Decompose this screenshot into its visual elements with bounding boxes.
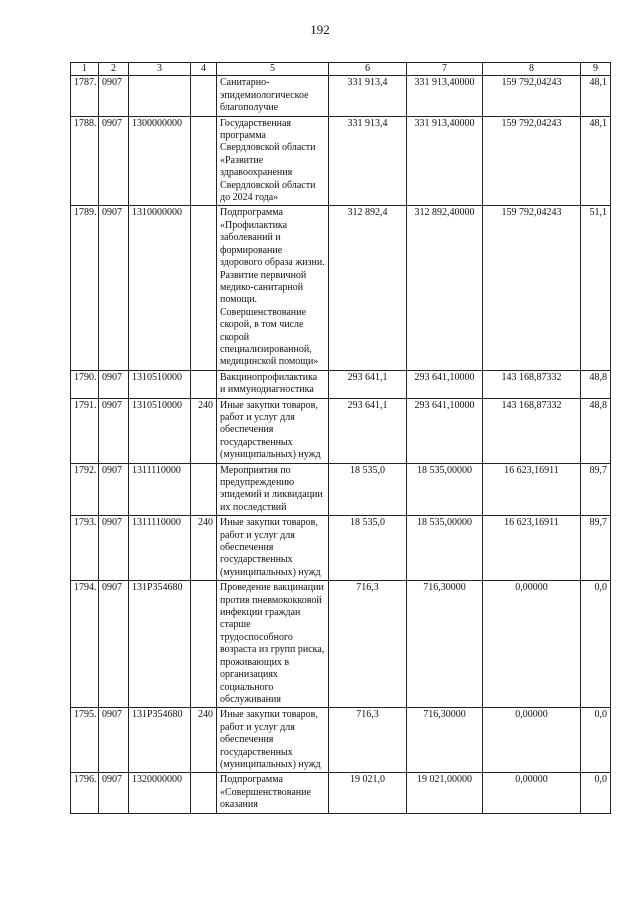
expense-type-code: 240 — [191, 708, 217, 773]
target-article-code: 131P354680 — [129, 708, 191, 773]
expense-type-code — [191, 463, 217, 516]
row-number: 1796. — [71, 773, 99, 813]
column-header: 1 — [71, 63, 99, 76]
expense-type-code — [191, 206, 217, 370]
section-code: 0907 — [99, 398, 129, 463]
row-number: 1790. — [71, 370, 99, 398]
item-name: Вакцинопрофилактика и иммунодиагностика — [217, 370, 329, 398]
row-number: 1795. — [71, 708, 99, 773]
budget-table — [70, 62, 611, 814]
table-row — [71, 398, 611, 463]
column-header: 8 — [483, 63, 581, 76]
item-name: Проведение вакцинации против пневмококковой инфекции граждан старше трудоспособного возраста из групп риска, проживающих в организациях социального обслуживания — [217, 581, 329, 708]
executed-amount: 16 623,16911 — [483, 516, 581, 581]
table-row — [71, 206, 611, 370]
executed-amount: 143 168,87332 — [483, 370, 581, 398]
item-name: Государственная программа Свердловской области «Развитие здравоохранения Свердловской области до 2024 года» — [217, 116, 329, 206]
target-article-code: 1311110000 — [129, 463, 191, 516]
column-header: 9 — [581, 63, 611, 76]
expense-type-code — [191, 116, 217, 206]
target-article-code: 131P354680 — [129, 581, 191, 708]
executed-amount: 159 792,04243 — [483, 116, 581, 206]
table-row — [71, 773, 611, 813]
expense-type-code — [191, 773, 217, 813]
table-row — [71, 581, 611, 708]
planned-amount: 293 641,1 — [329, 398, 407, 463]
table-row — [71, 516, 611, 581]
table-row — [71, 463, 611, 516]
page-number: 192 — [310, 22, 330, 37]
target-article-code: 1320000000 — [129, 773, 191, 813]
clarified-amount: 716,30000 — [407, 581, 483, 708]
clarified-amount: 716,30000 — [407, 708, 483, 773]
executed-amount: 0,00000 — [483, 581, 581, 708]
expense-type-code: 240 — [191, 516, 217, 581]
executed-amount: 159 792,04243 — [483, 206, 581, 370]
target-article-code: 1310000000 — [129, 206, 191, 370]
target-article-code: 1310510000 — [129, 398, 191, 463]
planned-amount: 293 641,1 — [329, 370, 407, 398]
execution-percent: 51,1 — [581, 206, 611, 370]
table-row — [71, 116, 611, 206]
row-number: 1791. — [71, 398, 99, 463]
section-code: 0907 — [99, 581, 129, 708]
clarified-amount: 331 913,40000 — [407, 116, 483, 206]
item-name: Иные закупки товаров, работ и услуг для обеспечения государственных (муниципальных) нужд — [217, 516, 329, 581]
section-code: 0907 — [99, 370, 129, 398]
row-number: 1794. — [71, 581, 99, 708]
item-name: Иные закупки товаров, работ и услуг для обеспечения государственных (муниципальных) нужд — [217, 398, 329, 463]
execution-percent: 0,0 — [581, 581, 611, 708]
table-row — [71, 76, 611, 116]
item-name: Иные закупки товаров, работ и услуг для обеспечения государственных (муниципальных) нужд — [217, 708, 329, 773]
section-code: 0907 — [99, 463, 129, 516]
column-header: 7 — [407, 63, 483, 76]
executed-amount: 159 792,04243 — [483, 76, 581, 116]
planned-amount: 18 535,0 — [329, 516, 407, 581]
item-name: Подпрограмма «Совершенствование оказания — [217, 773, 329, 813]
target-article-code: 1311110000 — [129, 516, 191, 581]
row-number: 1789. — [71, 206, 99, 370]
clarified-amount: 312 892,40000 — [407, 206, 483, 370]
row-number: 1792. — [71, 463, 99, 516]
row-number: 1788. — [71, 116, 99, 206]
execution-percent: 48,8 — [581, 370, 611, 398]
column-header: 6 — [329, 63, 407, 76]
target-article-code: 1300000000 — [129, 116, 191, 206]
expense-type-code: 240 — [191, 398, 217, 463]
execution-percent: 48,1 — [581, 76, 611, 116]
clarified-amount: 19 021,00000 — [407, 773, 483, 813]
clarified-amount: 293 641,10000 — [407, 370, 483, 398]
executed-amount: 143 168,87332 — [483, 398, 581, 463]
executed-amount: 0,00000 — [483, 708, 581, 773]
section-code: 0907 — [99, 516, 129, 581]
column-header: 3 — [129, 63, 191, 76]
execution-percent: 0,0 — [581, 773, 611, 813]
execution-percent: 48,8 — [581, 398, 611, 463]
item-name: Подпрограмма «Профилактика заболеваний и формирование здорового образа жизни. Развитие первичной медико-санитарной помощи. Совершенствование скорой, в том числе скорой специализированной, медицинской помощи» — [217, 206, 329, 370]
planned-amount: 716,3 — [329, 581, 407, 708]
column-header: 2 — [99, 63, 129, 76]
executed-amount: 0,00000 — [483, 773, 581, 813]
execution-percent: 89,7 — [581, 463, 611, 516]
target-article-code: 1310510000 — [129, 370, 191, 398]
item-name: Мероприятия по предупреждению эпидемий и ликвидации их последствий — [217, 463, 329, 516]
section-code: 0907 — [99, 206, 129, 370]
table-header-row — [71, 63, 611, 76]
expense-type-code — [191, 76, 217, 116]
column-header: 4 — [191, 63, 217, 76]
item-name: Санитарно-эпидемиологическое благополучие — [217, 76, 329, 116]
planned-amount: 312 892,4 — [329, 206, 407, 370]
clarified-amount: 331 913,40000 — [407, 76, 483, 116]
clarified-amount: 18 535,00000 — [407, 516, 483, 581]
target-article-code — [129, 76, 191, 116]
row-number: 1793. — [71, 516, 99, 581]
section-code: 0907 — [99, 708, 129, 773]
expense-type-code — [191, 581, 217, 708]
planned-amount: 331 913,4 — [329, 76, 407, 116]
planned-amount: 19 021,0 — [329, 773, 407, 813]
execution-percent: 0,0 — [581, 708, 611, 773]
planned-amount: 716,3 — [329, 708, 407, 773]
section-code: 0907 — [99, 76, 129, 116]
clarified-amount: 18 535,00000 — [407, 463, 483, 516]
column-header: 5 — [217, 63, 329, 76]
execution-percent: 89,7 — [581, 516, 611, 581]
planned-amount: 331 913,4 — [329, 116, 407, 206]
expense-type-code — [191, 370, 217, 398]
section-code: 0907 — [99, 773, 129, 813]
row-number: 1787. — [71, 76, 99, 116]
execution-percent: 48,1 — [581, 116, 611, 206]
executed-amount: 16 623,16911 — [483, 463, 581, 516]
clarified-amount: 293 641,10000 — [407, 398, 483, 463]
section-code: 0907 — [99, 116, 129, 206]
planned-amount: 18 535,0 — [329, 463, 407, 516]
table-row — [71, 708, 611, 773]
table-row — [71, 370, 611, 398]
